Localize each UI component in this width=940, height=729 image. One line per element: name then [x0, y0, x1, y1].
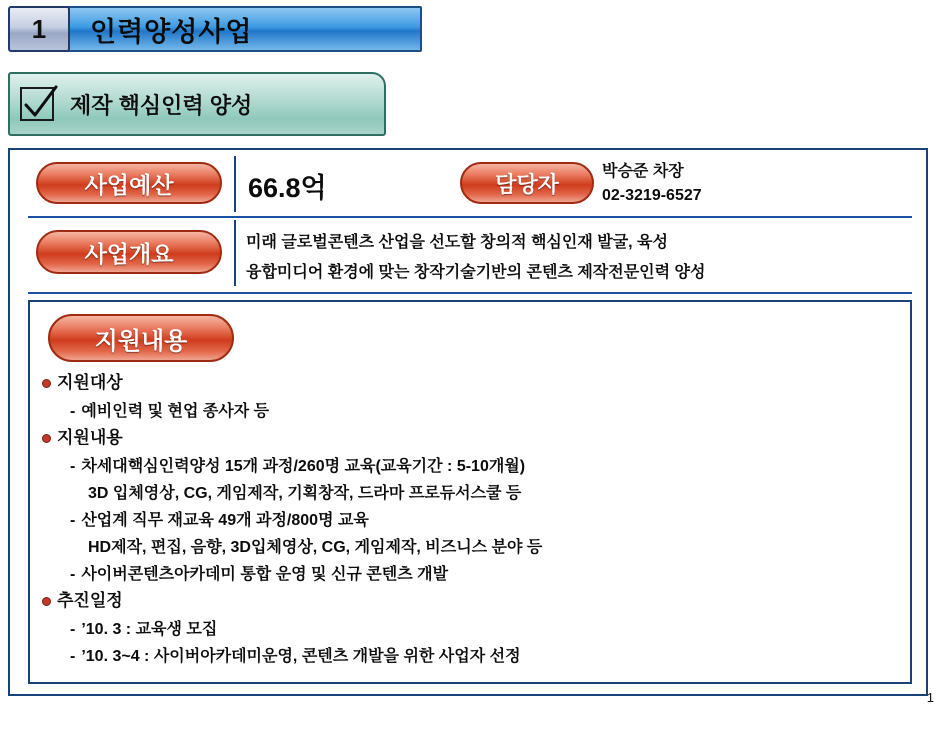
support-item-text: 산업계 직무 재교육 49개 과정/800명 교육: [81, 512, 369, 529]
support-group-heading-text: 지원대상: [57, 373, 123, 392]
page-number: 1: [926, 690, 934, 705]
manager-phone: 02-3219-6527: [602, 187, 702, 204]
overview-label: 사업개요: [84, 240, 174, 267]
support-item: [70, 616, 902, 643]
support-item: [70, 507, 902, 534]
support-item: [70, 643, 902, 670]
divider-after-budget-row: [28, 216, 912, 218]
support-item-text: 사이버콘텐츠아카데미 통합 운영 및 신규 콘텐츠 개발: [81, 566, 449, 583]
budget-value: 66.8억: [248, 173, 327, 203]
vertical-divider-overview: [234, 220, 236, 286]
support-item-text: 예비인력 및 현업 종사자 등: [81, 403, 270, 420]
vertical-divider-budget: [234, 156, 236, 212]
support-group-heading-text: 추진일정: [57, 591, 123, 610]
support-item: [70, 453, 902, 480]
support-group-heading-text: 지원내용: [57, 428, 123, 447]
bullet-dot-icon: [42, 597, 51, 606]
dash-marker: -: [70, 621, 76, 638]
subtitle-text: 제작 핵심인력 양성: [70, 92, 253, 118]
support-item-text: ’10. 3 : 교육생 모집: [81, 621, 218, 638]
support-item-text: ’10. 3~4 : 사이버아카데미운영, 콘텐츠 개발을 위한 사업자 선정: [81, 648, 521, 665]
support-item-continuation: HD제작, 편집, 음향, 3D입체영상, CG, 게임제작, 비즈니스 분야 등: [88, 539, 543, 556]
manager-label-pill: [460, 162, 594, 204]
budget-label-pill: [36, 162, 222, 204]
overview-line-2: 융합미디어 환경에 맞는 창작기술기반의 콘텐츠 제작전문인력 양성: [246, 264, 706, 281]
bullet-dot-icon: [42, 434, 51, 443]
manager-label: 담당자: [495, 171, 559, 197]
subtitle-tab: [8, 72, 386, 136]
support-group-heading: [42, 588, 902, 614]
support-group-heading: [42, 425, 902, 451]
dash-marker: -: [70, 512, 76, 529]
slide-number-badge: [8, 6, 70, 52]
checkbox-checked-icon: [20, 87, 54, 121]
dash-marker: -: [70, 566, 76, 583]
support-item: [70, 398, 902, 425]
slide-title-bar: [62, 6, 422, 52]
slide-title: 인력양성사업: [90, 16, 253, 47]
support-item: [70, 561, 902, 588]
support-group-heading: [42, 370, 902, 396]
support-content-box: [28, 300, 912, 684]
dash-marker: -: [70, 458, 76, 475]
manager-info: [602, 160, 702, 208]
budget-label: 사업예산: [84, 171, 174, 198]
slide-number: 1: [31, 13, 47, 44]
manager-name: 박승준 차장: [602, 163, 684, 180]
support-label: 지원내용: [94, 327, 188, 355]
support-item-text: 차세대핵심인력양성 15개 과정/260명 교육(교육기간 : 5-10개월): [81, 458, 526, 475]
overview-label-pill: [36, 230, 222, 274]
dash-marker: -: [70, 648, 76, 665]
main-content-box: [8, 148, 928, 696]
support-item-continuation: 3D 입체영상, CG, 게임제작, 기획창작, 드라마 프로듀서스쿨 등: [88, 485, 522, 502]
dash-marker: -: [70, 403, 76, 420]
overview-text: [246, 228, 906, 288]
slide-header: [8, 6, 422, 52]
support-body: [42, 370, 902, 670]
support-label-pill: [48, 314, 234, 362]
overview-line-1: 미래 글로벌콘텐츠 산업을 선도할 창의적 핵심인재 발굴, 육성: [246, 234, 668, 251]
divider-after-overview-row: [28, 292, 912, 294]
bullet-dot-icon: [42, 379, 51, 388]
